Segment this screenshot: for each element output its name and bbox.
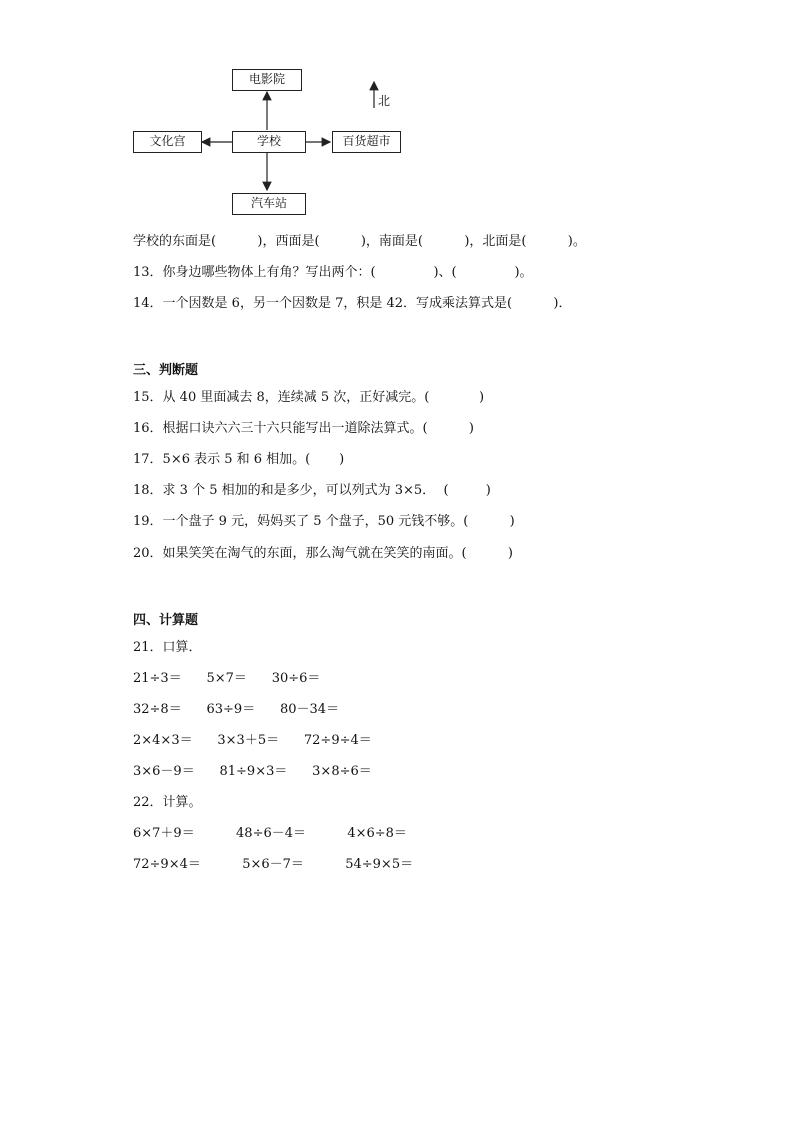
question-21: 21．口算． [133,640,202,655]
calculation-row-2: 72÷9×4＝ 5×6－7＝ 54÷9×5＝ [133,857,414,872]
calculation-row-1: 6×7＋9＝ 48÷6－4＝ 4×6÷8＝ [133,826,407,841]
school-box: 学校 [232,131,306,153]
question-12-text: 学校的东面是( )，西面是( )，南面是( )，北面是( )。 [133,234,586,249]
culture-palace-box: 文化宫 [133,131,202,153]
department-store-box: 百货超市 [332,131,401,153]
question-19: 19．一个盘子 9 元，妈妈买了 5 个盘子，50 元钱不够。( ) [133,514,515,529]
question-17: 17．5×6 表示 5 和 6 相加。( ) [133,452,345,467]
question-13: 13．你身边哪些物体上有角？写出两个：( )、( )。 [133,265,533,280]
cinema-box: 电影院 [232,69,302,91]
mental-math-row-1: 21÷3＝ 5×7＝ 30÷6＝ [133,671,321,686]
question-16: 16．根据口诀六六三十六只能写出一道除法算式。( ) [133,421,475,436]
direction-diagram [120,60,420,220]
mental-math-row-3: 2×4×3＝ 3×3＋5＝ 72÷9÷4＝ [133,733,372,748]
mental-math-row-2: 32÷8＝ 63÷9＝ 80－34＝ [133,702,340,717]
section-4-heading: 四、计算题 [133,613,199,628]
question-22: 22．计算。 [133,795,202,810]
question-15: 15．从 40 里面减去 8，连续减 5 次，正好减完。( ) [133,390,485,405]
bus-station-box: 汽车站 [232,193,306,215]
question-20: 20．如果笑笑在淘气的东面，那么淘气就在笑笑的南面。( ) [133,546,514,561]
question-14: 14．一个因数是 6，另一个因数是 7，积是 42．写成乘法算式是( )． [133,296,572,311]
section-3-heading: 三、判断题 [133,363,199,378]
mental-math-row-4: 3×6－9＝ 81÷9×3＝ 3×8÷6＝ [133,764,372,779]
north-label: 北 [378,94,391,108]
question-18: 18．求 3 个 5 相加的和是多少，可以列式为 3×5． ( ) [133,483,491,498]
